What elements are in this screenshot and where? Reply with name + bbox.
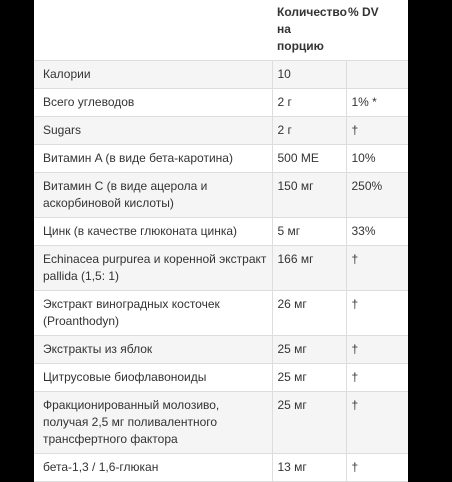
- table-header-row: [34, 0, 408, 61]
- nutrient-dv: †: [346, 291, 408, 336]
- header-name-cell: [34, 0, 272, 61]
- nutrient-name: Калории: [34, 61, 272, 89]
- nutrient-dv: 10%: [346, 145, 408, 173]
- nutrient-name: Echinacea purpurea и коренной экстракт pallida (1,5: 1): [34, 246, 272, 291]
- nutrient-dv: †: [346, 117, 408, 145]
- nutrient-name: Витамин A (в виде бета-каротина): [34, 145, 272, 173]
- nutrient-amount: 2 г: [272, 89, 346, 117]
- nutrient-name: Фракционированный молозиво, получая 2,5 мг поливалентного трансфертного фактора: [34, 392, 272, 454]
- nutrient-dv: †: [346, 364, 408, 392]
- nutrient-amount: 500 МЕ: [272, 145, 346, 173]
- table-row: [34, 246, 408, 291]
- table-row: [34, 89, 408, 117]
- nutrient-name: Sugars: [34, 117, 272, 145]
- nutrient-dv: [346, 61, 408, 89]
- table-row: [34, 454, 408, 482]
- supplement-facts-panel: [34, 0, 408, 474]
- nutrient-amount: 5 мг: [272, 218, 346, 246]
- nutrient-name: Экстракт виноградных косточек (Proanthodyn): [34, 291, 272, 336]
- nutrient-dv: 250%: [346, 173, 408, 218]
- nutrient-name: Экстракты из яблок: [34, 336, 272, 364]
- nutrient-name: бета-1,3 / 1,6-глюкан: [34, 454, 272, 482]
- nutrition-table: [34, 0, 408, 482]
- nutrient-amount: 26 мг: [272, 291, 346, 336]
- nutrient-dv: 1% *: [346, 89, 408, 117]
- header-dv: % DV: [346, 0, 408, 61]
- nutrient-dv: †: [346, 454, 408, 482]
- table-row: [34, 145, 408, 173]
- header-amount: Количество на порцию: [272, 0, 346, 61]
- nutrient-dv: †: [346, 392, 408, 454]
- nutrient-amount: 2 г: [272, 117, 346, 145]
- nutrient-amount: 25 мг: [272, 392, 346, 454]
- nutrient-amount: 10: [272, 61, 346, 89]
- nutrient-amount: 25 мг: [272, 364, 346, 392]
- table-row: [34, 117, 408, 145]
- table-row: [34, 392, 408, 454]
- table-row: [34, 61, 408, 89]
- table-row: [34, 218, 408, 246]
- nutrient-amount: 166 мг: [272, 246, 346, 291]
- nutrient-dv: †: [346, 336, 408, 364]
- table-row: [34, 364, 408, 392]
- table-row: [34, 336, 408, 364]
- nutrient-dv: 33%: [346, 218, 408, 246]
- nutrient-name: Витамин C (в виде ацерола и аскорбиновой кислоты): [34, 173, 272, 218]
- table-row: [34, 173, 408, 218]
- nutrient-amount: 13 мг: [272, 454, 346, 482]
- table-row: [34, 291, 408, 336]
- nutrient-dv: †: [346, 246, 408, 291]
- nutrient-name: Цитрусовые биофлавоноиды: [34, 364, 272, 392]
- nutrient-name: Всего углеводов: [34, 89, 272, 117]
- nutrient-name: Цинк (в качестве глюконата цинка): [34, 218, 272, 246]
- nutrient-amount: 150 мг: [272, 173, 346, 218]
- nutrient-amount: 25 мг: [272, 336, 346, 364]
